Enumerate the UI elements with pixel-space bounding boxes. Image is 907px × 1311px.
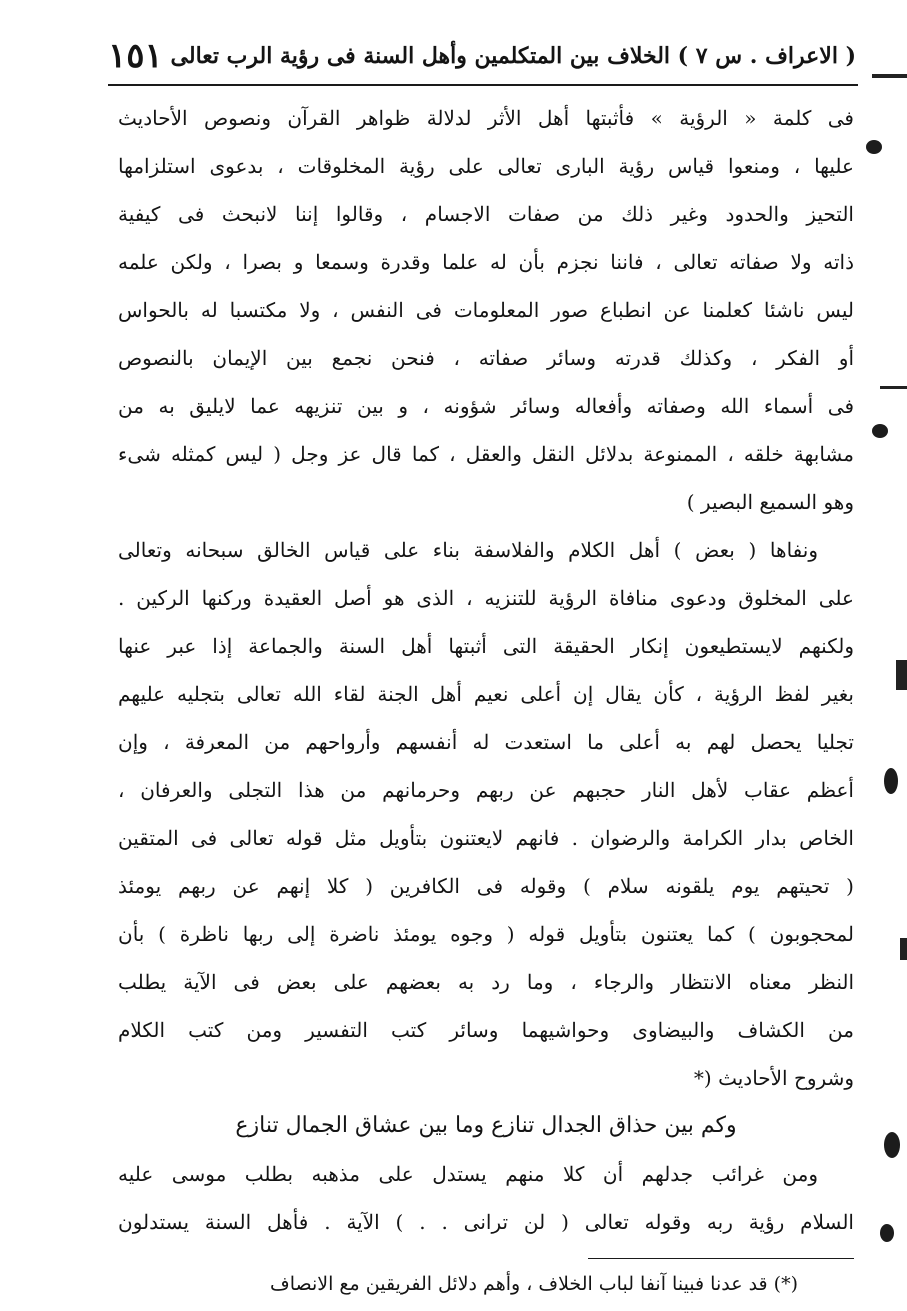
text-line: فى كلمة « الرؤية » فأثبتها أهل الأثر لدلالة ظواهر القرآن ونصوص الأحاديث <box>118 106 854 130</box>
scan-edge-mark <box>880 386 907 389</box>
running-header <box>108 30 856 82</box>
text-line: من الكشاف والبيضاوى وحواشيهما وسائر كتب التفسير ومن كتب الكلام <box>118 1018 854 1042</box>
text-line: ذاته ولا صفاته تعالى ، فاننا نجزم بأن له علما وقدرة وسمعا و بصرا ، ولكن علمه <box>118 250 854 274</box>
scan-blot <box>872 424 888 438</box>
text-line: فى أسماء الله وصفاته وأفعاله وسائر شؤونه ، و بين تنزيهه عما لايليق به من <box>118 394 854 418</box>
text-line: السلام رؤية ربه وقوله تعالى ( لن ترانى . . ) الآية . فأهل السنة يستدلون <box>118 1210 854 1234</box>
text-line: مشابهة خلقه ، الممنوعة بدلائل النقل والعقل ، كما قال عز وجل ( ليس كمثله شىء <box>118 442 854 466</box>
scan-blot <box>866 140 882 154</box>
text-line: الخاص بدار الكرامة والرضوان . فانهم لايعتنون بتأويل مثل قوله تعالى فى المتقين <box>118 826 854 850</box>
text-line: لمحجوبون ) كما يعتنون بتأويل قوله ( وجوه يومئذ ناضرة إلى ربها ناظرة ) بأن <box>118 922 854 946</box>
text-line: عليها ، ومنعوا قياس رؤية البارى تعالى على رؤية المخلوقات ، بدعوى استلزامها <box>118 154 854 178</box>
text-line: ونفاها ( بعض ) أهل الكلام والفلاسفة بناء على قياس الخالق سبحانه وتعالى <box>118 538 818 562</box>
scan-blot <box>880 1224 894 1242</box>
text-line: النظر معناه الانتظار والرجاء ، وما رد به بعضهم على بعض فى الآية يطلب <box>118 970 854 994</box>
text-line: على المخلوق ودعوى منافاة الرؤية للتنزيه ، الذى هو أصل العقيدة وركنها الركين . <box>118 586 854 610</box>
header-rule <box>108 84 858 86</box>
header-title: ( الاعراف . س ٧ ) الخلاف بين المتكلمين وأهل السنة فى رؤية الرب تعالى <box>170 43 856 69</box>
text-line: وشروح الأحاديث (* <box>693 1066 854 1090</box>
text-line: ومن غرائب جدلهم أن كلا منهم يستدل على مذهبه بطلب موسى عليه <box>118 1162 818 1186</box>
text-line: التحيز والحدود وغير ذلك من صفات الاجسام ، وقالوا إننا لانبحث فى كيفية <box>118 202 854 226</box>
scan-edge-mark <box>896 660 907 690</box>
text-line: تجليا يحصل لهم به أعلى ما استعدت له أنفسهم وأرواحهم من المعرفة ، وإن <box>118 730 854 754</box>
text-line: أو الفكر ، وكذلك قدرته وسائر صفاته ، فنحن نجمع بين الإيمان بالنصوص <box>118 346 854 370</box>
body-text <box>118 94 854 1246</box>
scan-blot <box>884 768 898 794</box>
text-line: أعظم عقاب لأهل النار حجبهم عن ربهم وحرمانهم من هذا التجلى والعرفان ، <box>118 778 854 802</box>
scan-blot <box>884 1132 900 1158</box>
scan-edge-mark <box>900 938 907 960</box>
text-line: بغير لفظ الرؤية ، كأن يقال إن أعلى نعيم أهل الجنة لقاء الله تعالى بتجليه عليهم <box>118 682 854 706</box>
text-line: وهو السميع البصير ) <box>686 490 854 514</box>
footnote: (*) قد عدنا فبينا آنفا لباب الخلاف ، وأهم دلائل الفريقين مع الانصاف <box>270 1273 798 1295</box>
poem-verse: وكم بين حذاق الجدال تنازع وما بين عشاق الجمال تنازع <box>235 1113 737 1138</box>
text-line: ليس ناشئا كعلمنا عن انطباع صور المعلومات فى النفس ، ولا مكتسبا له بالحواس <box>118 298 854 322</box>
scan-edge-mark <box>872 74 907 78</box>
text-line: ولكنهم لايستطيعون إنكار الحقيقة التى أثبتها أهل السنة والجماعة إذا عبر عنها <box>118 634 854 658</box>
page-number: ١٥١ <box>108 36 163 76</box>
text-line: ( تحيتهم يوم يلقونه سلام ) وقوله فى الكافرين ( كلا إنهم عن ربهم يومئذ <box>118 874 854 898</box>
footnote-rule <box>588 1258 854 1259</box>
